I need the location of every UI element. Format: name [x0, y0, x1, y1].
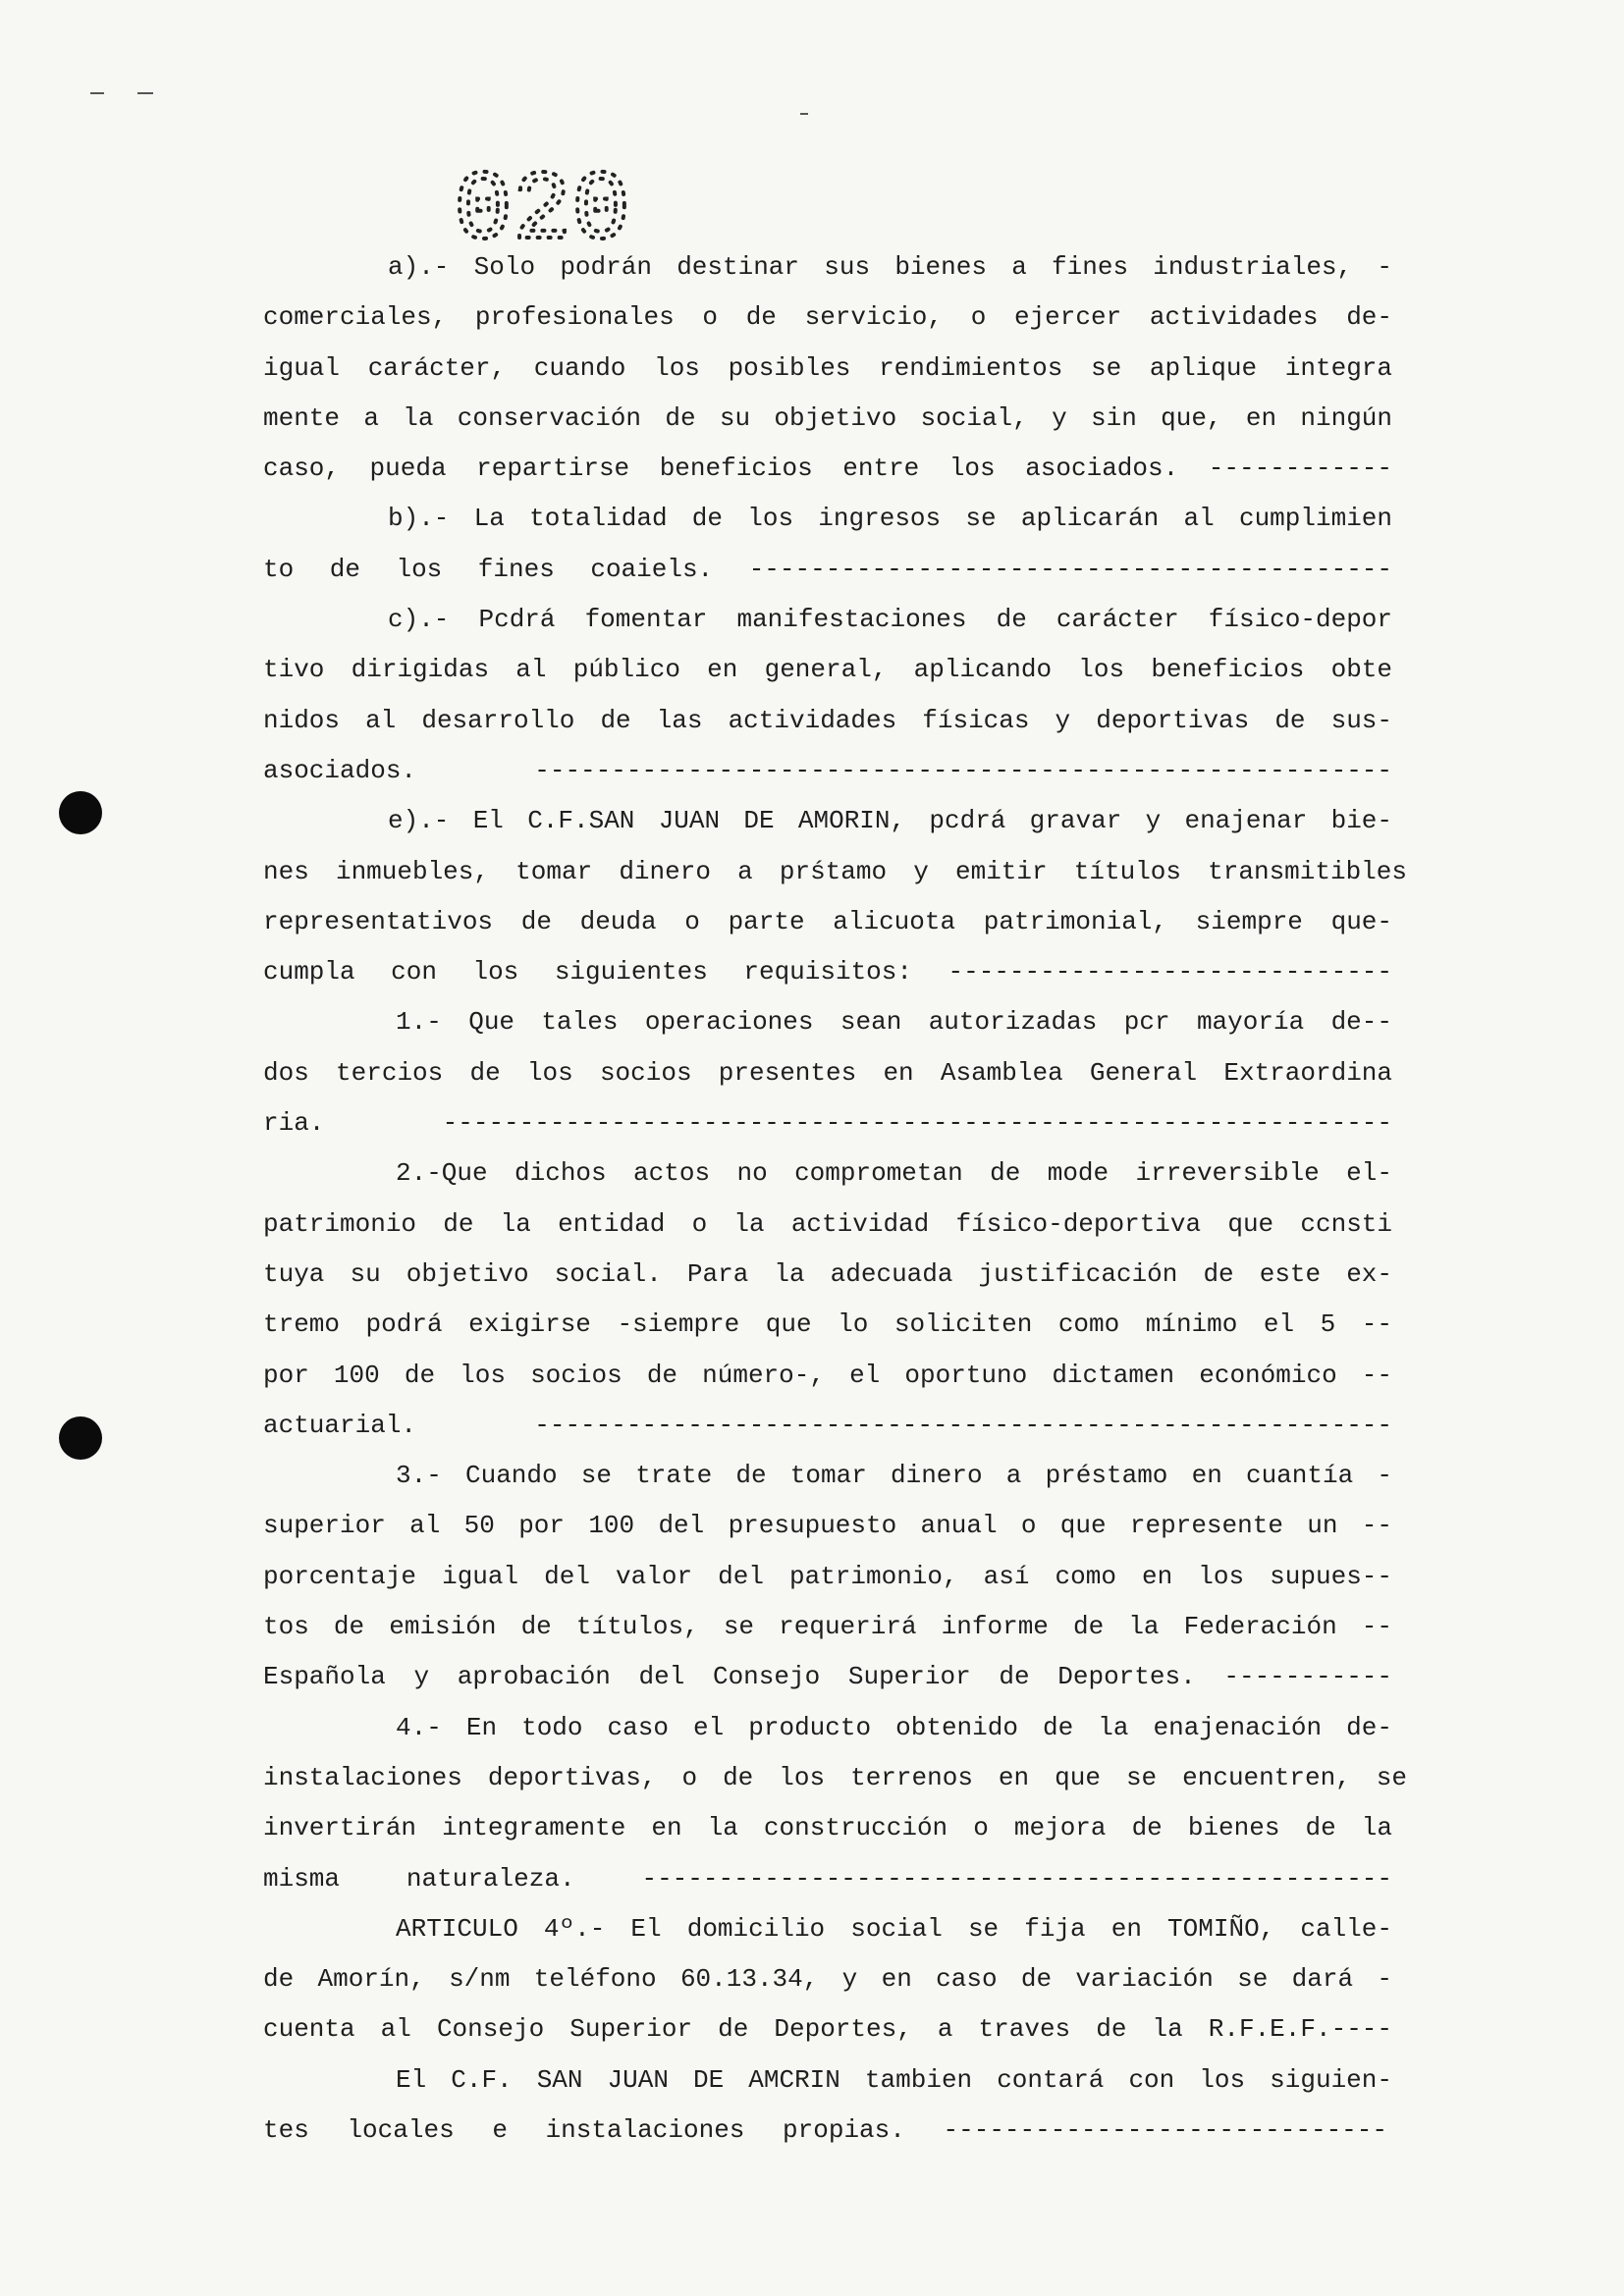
text-line: e).- El C.F.SAN JUAN DE AMORIN, pcdrá gravar y enajenar bie- — [388, 806, 1392, 836]
text-line: igual carácter, cuando los posibles rendimientos se aplique integra — [263, 352, 1392, 383]
text-line: tes locales e instalaciones propias. ----------------------------- — [263, 2114, 1387, 2145]
text-line: representativos de deuda o parte alicuota patrimonial, siempre que- — [263, 906, 1392, 936]
text-line: tivo dirigidas al público en general, aplicando los beneficios obte — [263, 655, 1392, 685]
text-line: tuya su objetivo social. Para la adecuada justificación de este ex- — [263, 1258, 1392, 1289]
text-line: tos de emisión de títulos, se requerirá informe de la Federación -- — [263, 1612, 1392, 1642]
text-line: por 100 de los socios de número-, el oportuno dictamen económico -- — [263, 1360, 1392, 1390]
text-line: superior al 50 por 100 del presupuesto anual o que represente un -- — [263, 1511, 1392, 1541]
text-line: to de los fines coaiels. ------------------------------------------ — [263, 554, 1392, 584]
text-line: b).- La totalidad de los ingresos se aplicarán al cumplimien — [388, 504, 1392, 534]
scan-speck — [800, 113, 808, 115]
scan-speck — [137, 92, 153, 94]
text-line: dos tercios de los socios presentes en Asamblea General Extraordina — [263, 1057, 1392, 1088]
document-body — [263, 242, 1407, 2156]
text-line: caso, pueda repartirse beneficios entre los asociados. ------------ — [263, 454, 1392, 484]
text-line: 1.- Que tales operaciones sean autorizadas pcr mayoría de-- — [396, 1007, 1392, 1038]
scan-speck — [90, 92, 104, 94]
svg-text:020: 020 — [454, 157, 631, 255]
text-line: Española y aprobación del Consejo Superior de Deportes. ----------- — [263, 1662, 1392, 1692]
text-line: actuarial. -------------------------------------------------------- — [263, 1410, 1392, 1440]
text-line: cuenta al Consejo Superior de Deportes, a traves de la R.F.E.F.---- — [263, 2014, 1392, 2045]
text-line: instalaciones deportivas, o de los terrenos en que se encuentren, se — [263, 1762, 1407, 1792]
text-line: 4.- En todo caso el producto obtenido de la enajenación de- — [396, 1712, 1392, 1742]
text-line: invertirán integramente en la construcción o mejora de bienes de la — [263, 1813, 1392, 1843]
text-line: misma naturaleza. ------------------------------------------------- — [263, 1863, 1392, 1894]
text-line: patrimonio de la entidad o la actividad físico-deportiva que ccnsti — [263, 1208, 1392, 1239]
perforated-page-number-stamp — [454, 157, 670, 255]
text-line: a).- Solo podrán destinar sus bienes a fines industriales, - — [388, 252, 1392, 282]
text-line: 3.- Cuando se trate de tomar dinero a préstamo en cuantía - — [396, 1461, 1392, 1491]
text-line: cumpla con los siguientes requisitos: ----------------------------- — [263, 957, 1392, 988]
punch-hole — [59, 1416, 102, 1460]
text-line: ria. -------------------------------------------------------------- — [263, 1108, 1392, 1139]
text-line: c).- Pcdrá fomentar manifestaciones de carácter físico-depor — [388, 605, 1392, 635]
text-line: de Amorín, s/nm teléfono 60.13.34, y en caso de variación se dará - — [263, 1964, 1392, 1995]
text-line: tremo podrá exigirse -siempre que lo soliciten como mínimo el 5 -- — [263, 1309, 1392, 1340]
text-line: El C.F. SAN JUAN DE AMCRIN tambien contará con los siguien- — [396, 2064, 1392, 2095]
text-line: porcentaje igual del valor del patrimonio, así como en los supues-- — [263, 1561, 1392, 1591]
text-line: nes inmuebles, tomar dinero a prśtamo y emitir títulos transmitibles — [263, 856, 1407, 886]
text-line: asociados. -------------------------------------------------------- — [263, 755, 1392, 785]
punch-hole — [59, 791, 102, 834]
text-line: ARTICULO 4º.- El domicilio social se fija en TOMIÑO, calle- — [396, 1913, 1392, 1944]
text-line: mente a la conservación de su objetivo social, y sin que, en ningún — [263, 402, 1392, 433]
text-line: 2.-Que dichos actos no comprometan de mode irreversible el- — [396, 1158, 1392, 1189]
text-line: nidos al desarrollo de las actividades físicas y deportivas de sus- — [263, 705, 1392, 735]
text-line: comerciales, profesionales o de servicio, o ejercer actividades de- — [263, 302, 1392, 333]
